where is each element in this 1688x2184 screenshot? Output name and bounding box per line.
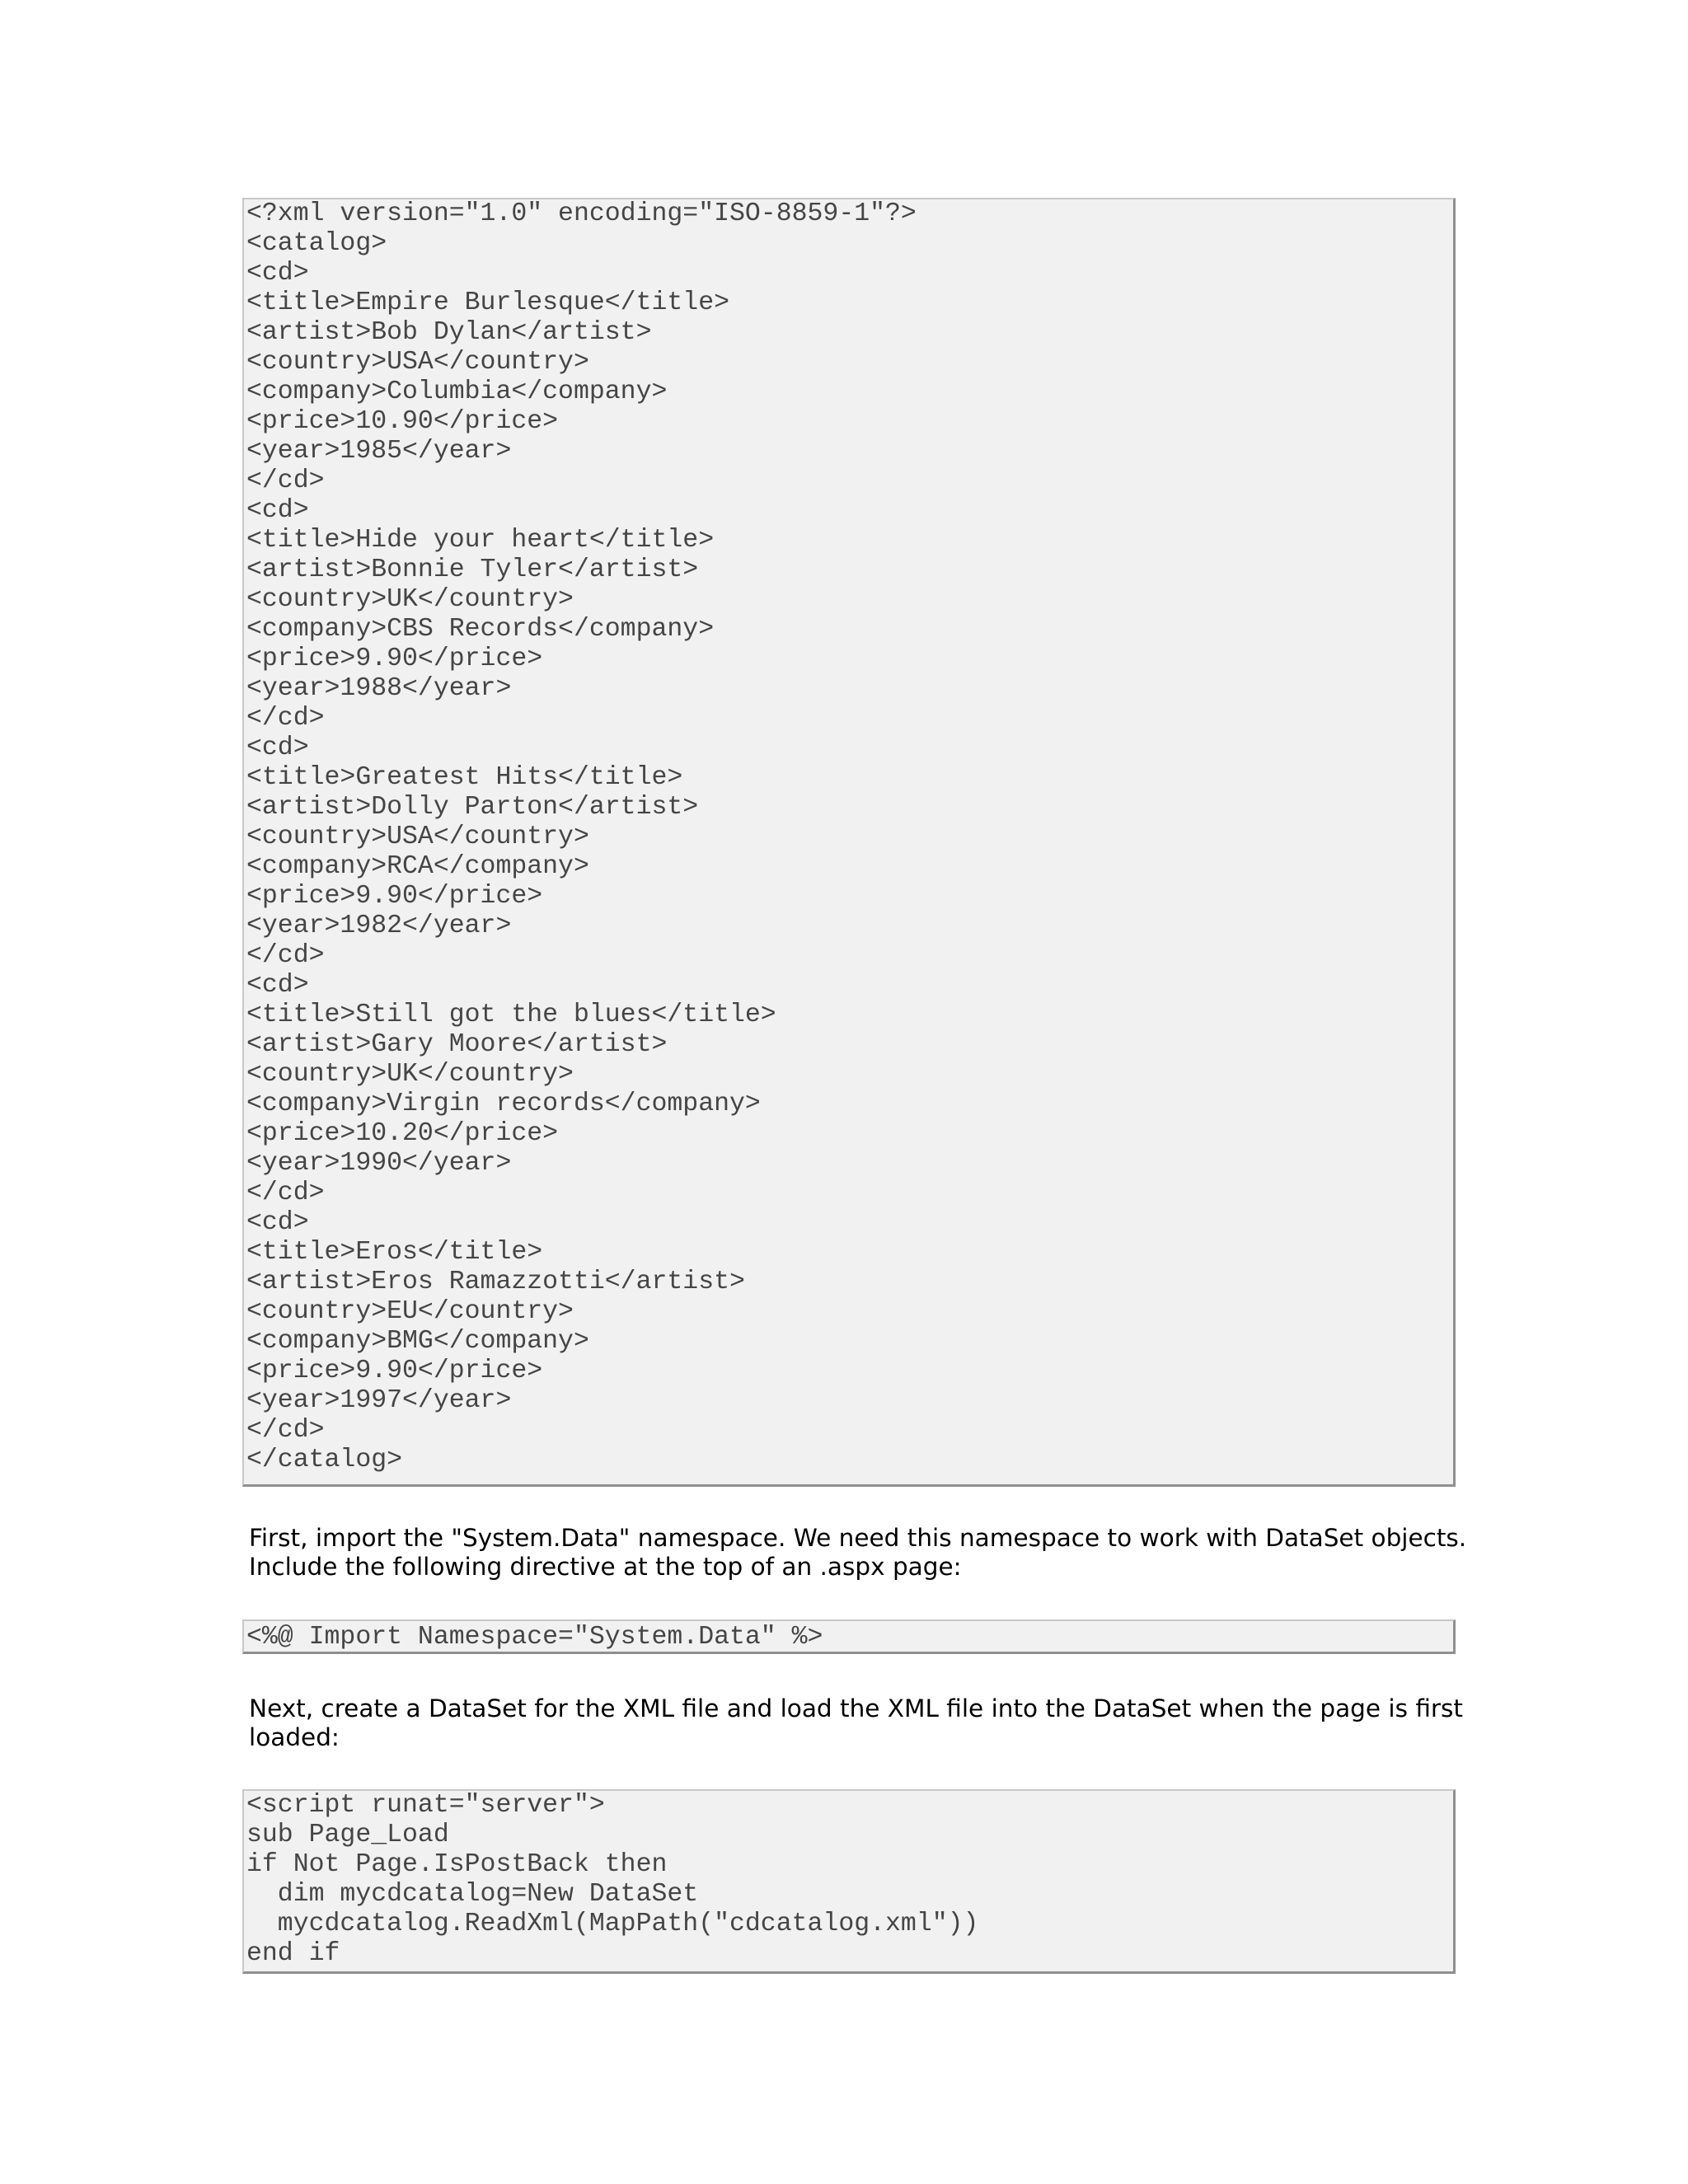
code-line: <title>Hide your heart</title> [246,526,715,555]
code-line: <year>1990</year> [246,1149,512,1178]
code-line: <title>Greatest Hits</title> [246,763,683,792]
code-line: <price>9.90</price> [246,644,543,673]
code-line: </cd> [246,704,325,733]
code-line: <artist>Gary Moore</artist> [246,1030,668,1059]
code-line: <title>Still got the blues</title> [246,1001,776,1029]
xml-code-block [242,198,1456,1487]
paragraph-line: Include the following directive at the top of an .aspx page: [249,1553,962,1581]
code-line: <price>10.20</price> [246,1119,559,1148]
code-line: if Not Page.IsPostBack then [246,1850,668,1879]
paragraph-line: First, import the "System.Data" namespace. We need this namespace to work with DataSet objects. [249,1524,1467,1552]
code-line: <cd> [246,259,309,288]
code-line: <title>Empire Burlesque</title> [246,288,729,317]
code-line: <country>EU</country> [246,1297,574,1326]
dataset-instructions-paragraph [249,1694,1461,1752]
code-line: <artist>Bob Dylan</artist> [246,318,652,347]
code-line: </cd> [246,466,325,495]
code-line: </cd> [246,1416,325,1445]
code-line: end if [246,1939,340,1968]
code-line: <company>Columbia</company> [246,377,668,406]
import-directive-code-block [242,1619,1456,1654]
code-line: <country>UK</country> [246,1060,574,1089]
code-line: <country>USA</country> [246,348,589,377]
code-line: <cd> [246,971,309,1000]
code-line: <title>Eros</title> [246,1238,543,1267]
code-line: <price>9.90</price> [246,1357,543,1385]
code-line: </cd> [246,941,325,970]
code-line: <script runat="server"> [246,1791,605,1820]
code-line: <artist>Bonnie Tyler</artist> [246,555,699,584]
code-line: <price>9.90</price> [246,882,543,911]
code-line: <year>1985</year> [246,437,512,466]
code-line: sub Page_Load [246,1821,449,1849]
code-line: <year>1982</year> [246,912,512,940]
code-line: <artist>Dolly Parton</artist> [246,793,699,822]
code-line: <year>1988</year> [246,674,512,703]
code-line: <artist>Eros Ramazzotti</artist> [246,1268,745,1296]
code-line: <year>1997</year> [246,1386,512,1415]
code-line: </catalog> [246,1446,403,1474]
code-line: <company>CBS Records</company> [246,615,715,644]
code-line: <?xml version="1.0" encoding="ISO-8859-1"?> [246,199,917,228]
code-line: <company>Virgin records</company> [246,1090,761,1118]
server-script-code-block [242,1789,1456,1974]
code-line: <company>BMG</company> [246,1327,589,1356]
code-line: dim mycdcatalog=New DataSet [246,1880,699,1909]
paragraph-line: loaded: [249,1723,340,1751]
code-line: <cd> [246,496,309,525]
code-line: <price>10.90</price> [246,407,559,436]
code-line: <country>UK</country> [246,585,574,614]
code-line: mycdcatalog.ReadXml(MapPath("cdcatalog.xml")) [246,1910,979,1938]
code-line: <country>USA</country> [246,823,589,851]
paragraph-line: Next, create a DataSet for the XML file and load the XML file into the DataSet when the page is first [249,1694,1463,1722]
code-line: <%@ Import Namespace="System.Data" %> [246,1623,823,1652]
code-line: </cd> [246,1179,325,1207]
code-line: <company>RCA</company> [246,852,589,881]
code-line: <cd> [246,1208,309,1237]
code-line: <catalog> [246,229,387,258]
code-line: <cd> [246,733,309,762]
import-instructions-paragraph [249,1524,1467,1582]
